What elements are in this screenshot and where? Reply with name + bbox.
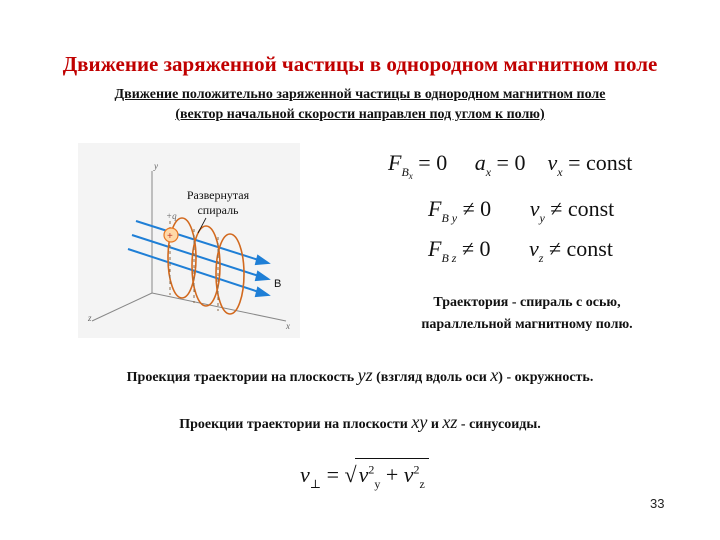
formula-term2: v <box>403 462 414 487</box>
projection1-before: Проекция траектории на плоскость <box>126 370 358 385</box>
equation-row-1 <box>388 150 632 181</box>
helix-diagram <box>78 143 300 338</box>
force-relation: ≠ 0 <box>461 236 491 261</box>
formula-lhs: v <box>300 462 310 487</box>
field-label: B <box>274 278 282 290</box>
perpendicular-velocity-formula: $v_\perp = √v^2_y + v^2_z$ <box>300 458 429 492</box>
velocity-symbol: v <box>529 236 539 261</box>
formula-term2-sup: 2 <box>413 462 420 477</box>
slide-title: Движение заряженной частицы в однородном магнитном поле <box>62 52 658 76</box>
velocity-symbol: v <box>547 150 558 175</box>
subtitle-line-1: Движение положительно заряженной частицы в однородном магнитном поле <box>114 87 606 102</box>
caption-line-1: Траектория - спираль с осью, <box>433 295 621 310</box>
slide-subtitle <box>0 85 720 125</box>
formula-term1: v <box>358 462 369 487</box>
charge-plus-label: + <box>167 231 173 242</box>
projection2-plane2: xz <box>442 412 458 432</box>
velocity-symbol: v <box>529 196 540 221</box>
acceleration-relation: = 0 <box>496 150 526 175</box>
projection2-after: - синусоиды. <box>457 417 541 432</box>
axis-x-label: x <box>286 321 290 331</box>
charge-q-label: +q <box>166 211 177 221</box>
velocity-subscript: y <box>539 211 545 225</box>
velocity-relation: ≠ const <box>550 196 615 221</box>
formula-term2-sub: z <box>419 477 425 491</box>
formula-radicand <box>355 458 429 492</box>
formula-equals: = <box>321 462 345 487</box>
force-relation: = 0 <box>418 150 448 175</box>
force-symbol: F <box>428 196 442 221</box>
acceleration-symbol: a <box>474 150 486 175</box>
force-subscript: B z <box>441 251 457 265</box>
axis-y-label: y <box>154 161 158 171</box>
projection1-after: ) - окружность. <box>498 370 594 385</box>
projection1-axis: x <box>490 365 499 385</box>
force-subsubscript: x <box>408 171 413 181</box>
equation-row-3 <box>428 236 613 266</box>
force-subscript: B y <box>441 211 458 225</box>
velocity-subscript: z <box>538 251 544 265</box>
formula-plus: + <box>380 462 404 487</box>
equation-row-2 <box>428 196 614 226</box>
axis-z-label: z <box>88 313 92 323</box>
projection1-plane: yz <box>357 365 373 385</box>
formula-term1-sub: y <box>374 477 381 491</box>
projection2-plane1: xy <box>411 412 428 432</box>
subtitle-line-2: (вектор начальной скорости направлен под углом к полю) <box>175 107 545 122</box>
helix-label-line-1: Развернутая <box>186 188 250 202</box>
helix-label-line-2: спираль <box>197 203 239 217</box>
caption-line-2: параллельной магнитному полю. <box>421 317 633 332</box>
projection-xy-xz-text <box>0 412 720 433</box>
force-subscript: B <box>401 165 409 179</box>
velocity-relation: ≠ const <box>548 236 613 261</box>
trajectory-caption <box>372 292 682 336</box>
velocity-relation: = const <box>568 150 633 175</box>
force-relation: ≠ 0 <box>462 196 492 221</box>
acceleration-subscript: x <box>485 165 492 179</box>
velocity-subscript: x <box>557 165 563 179</box>
formula-term1-sup: 2 <box>368 462 375 477</box>
force-symbol: F <box>388 150 402 175</box>
force-symbol: F <box>428 236 442 261</box>
helix-figure <box>78 143 300 338</box>
projection1-middle: (взгляд вдоль оси <box>372 370 491 385</box>
projection2-before: Проекции траектории на плоскости <box>179 417 412 432</box>
page-number: 33 <box>650 496 665 511</box>
projection2-and: и <box>427 417 443 432</box>
figure-background <box>78 143 300 338</box>
projection-yz-text <box>0 365 720 386</box>
formula-lhs-sub: ⊥ <box>309 477 322 491</box>
